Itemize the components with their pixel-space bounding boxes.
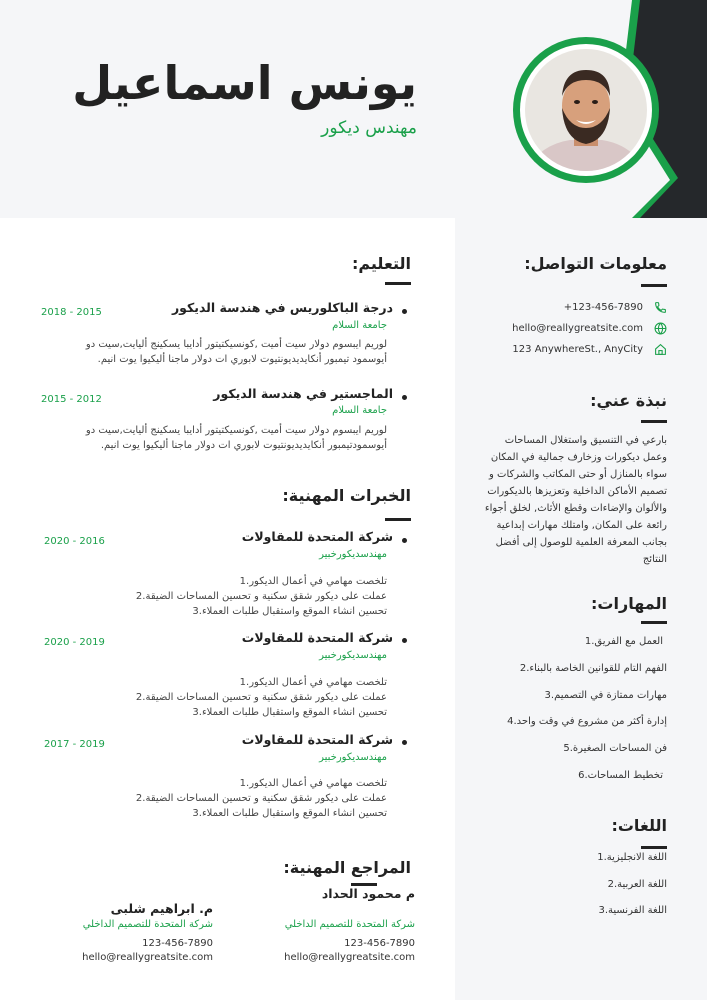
skill-item: فن المساحات الصغيرة.5 (563, 743, 667, 754)
skills-section-title: المهارات: (591, 594, 667, 613)
experience-company: شركة المتحدة للمقاولات (241, 630, 393, 645)
task-line: تحسين انشاء الموقع واستقبال طلبات العملاء.3 (192, 606, 387, 617)
bullet-icon (402, 638, 407, 643)
task-line: تلخصت مهامي في أعمال الديكور.1 (239, 677, 387, 688)
experience-role: مهندسديكورخبير (319, 752, 387, 763)
contact-phone (467, 297, 667, 317)
section-divider (641, 846, 667, 849)
phone-text[interactable]: +123-456-7890 (563, 301, 643, 313)
task-line: تحسين انشاء الموقع واستقبال طلبات العملاء.3 (192, 707, 387, 718)
education-description (67, 337, 387, 367)
phone-icon (653, 300, 667, 314)
experience-company: شركة المتحدة للمقاولات (241, 529, 393, 544)
task-line: عملت على ديكور شقق سكنية و تحسين المساحات الضيقة.2 (135, 793, 387, 804)
education-section-title: التعليم: (351, 254, 411, 273)
education-description (47, 423, 387, 453)
home-icon (653, 342, 667, 356)
contact-address (467, 339, 667, 359)
description-line: لوريم ايبسوم دولار سيت أميت ,كونسيكتيتور أدايبا يسكينج أليايت,سيت دو (85, 425, 387, 436)
experience-role: مهندسديكورخبير (319, 650, 387, 661)
education-date: 2018 - 2015 (41, 307, 102, 318)
task-line: تلخصت مهامي في أعمال الديكور.1 (239, 778, 387, 789)
skill-item: إدارة أكثر من مشروع في وقت واحد.4 (507, 716, 667, 727)
skill-item: الفهم التام للقوانين الخاصة بالبناء.2 (519, 663, 667, 674)
description-line: أيوسمودتيمبور أنكايديديونتيوت لابوري ات دولار ماجنا أليكيوا يوت انيم. (100, 440, 387, 451)
education-degree: درجة الباكلوريس في هندسة الديكور (171, 300, 393, 315)
about-text: بارعي في التنسيق واستغلال المساحات وعمل ديكورات وزخارف جمالية في المكان سواء بالمنازل أو حتى المكاتب والشركات و تصميم الأماكن الداخلية وتعزيزها بالديكورات والألوان والإضاءات وقطع الأثاث, لخلق أجواء رائعة على المكان, وامتلك مهارات إبداعية بجانب المعرفة العلمية للوصول إلى أفضل النتائج (484, 435, 667, 565)
candidate-name: يونس اسماعيل (72, 56, 417, 110)
reference-phone[interactable]: 123-456-7890 (344, 938, 415, 949)
reference-email[interactable]: hello@reallygreatsite.com (82, 952, 213, 963)
section-divider (385, 282, 411, 285)
contact-section-title: معلومات التواصل: (524, 254, 667, 273)
profile-photo (512, 36, 660, 184)
skill-item: مهارات ممتازة في التصميم.3 (544, 690, 667, 701)
references-section-title: المراجع المهنية: (283, 858, 411, 877)
experience-tasks (87, 574, 387, 619)
email-text[interactable]: hello@reallygreatsite.com (512, 322, 643, 334)
experience-section-title: الخبرات المهنية: (282, 486, 411, 505)
reference-company: شركة المتحدة للتصميم الداخلي (82, 919, 213, 930)
language-item: اللغة الانجليزية.1 (597, 852, 667, 863)
experience-date: 2017 - 2019 (44, 739, 105, 750)
description-line: لوريم ايبسوم دولار سيت أميت ,كونسيكتيتور أدايبا يسكينج أليايت,سيت دو (85, 339, 387, 350)
task-line: عملت على ديكور شقق سكنية و تحسين المساحات الضيقة.2 (135, 692, 387, 703)
section-divider (385, 518, 411, 521)
task-line: عملت على ديكور شقق سكنية و تحسين المساحات الضيقة.2 (135, 591, 387, 602)
section-divider (641, 420, 667, 423)
language-item: اللغة العربية.2 (607, 879, 667, 890)
bullet-icon (402, 538, 407, 543)
address-text: 123 AnywhereSt., AnyCity (512, 343, 643, 355)
reference-phone[interactable]: 123-456-7890 (142, 938, 213, 949)
avatar (512, 36, 660, 184)
reference-email[interactable]: hello@reallygreatsite.com (284, 952, 415, 963)
experience-date: 2020 - 2019 (44, 637, 105, 648)
experience-date: 2020 - 2016 (44, 536, 105, 547)
education-school: جامعة السلام (332, 405, 387, 416)
experience-tasks (87, 776, 387, 821)
bullet-icon (402, 309, 407, 314)
job-title: مهندس ديكور (321, 118, 417, 138)
bullet-icon (402, 395, 407, 400)
section-divider (641, 621, 667, 624)
reference-name: م. ابراهيم شلبى (110, 901, 213, 916)
experience-role: مهندسديكورخبير (319, 549, 387, 560)
about-section-title: نبذة عني: (590, 391, 667, 410)
education-date: 2015 - 2012 (41, 394, 102, 405)
reference-company: شركة المتحدة للتصميم الداخلي (284, 919, 415, 930)
education-school: جامعة السلام (332, 320, 387, 331)
section-divider (641, 284, 667, 287)
reference-name: م محمود الحداد (321, 886, 415, 901)
globe-icon (653, 321, 667, 335)
experience-company: شركة المتحدة للمقاولات (241, 732, 393, 747)
experience-tasks (87, 675, 387, 720)
skill-item: تخطيط المساحات.6 (578, 770, 663, 781)
education-degree: الماجستير في هندسة الديكور (213, 386, 393, 401)
bullet-icon (402, 740, 407, 745)
contact-email (467, 318, 667, 338)
languages-section-title: اللغات: (611, 816, 667, 835)
description-line: أيوسمود تيمبور أنكايديديونتيوت لابوري ات دولار ماجنا أليكيوا يوت انيم. (97, 354, 387, 365)
task-line: تلخصت مهامي في أعمال الديكور.1 (239, 576, 387, 587)
skill-item: العمل مع الفريق.1 (584, 636, 663, 647)
language-item: اللغة الفرنسية.3 (598, 905, 667, 916)
task-line: تحسين انشاء الموقع واستقبال طلبات العملاء.3 (192, 808, 387, 819)
